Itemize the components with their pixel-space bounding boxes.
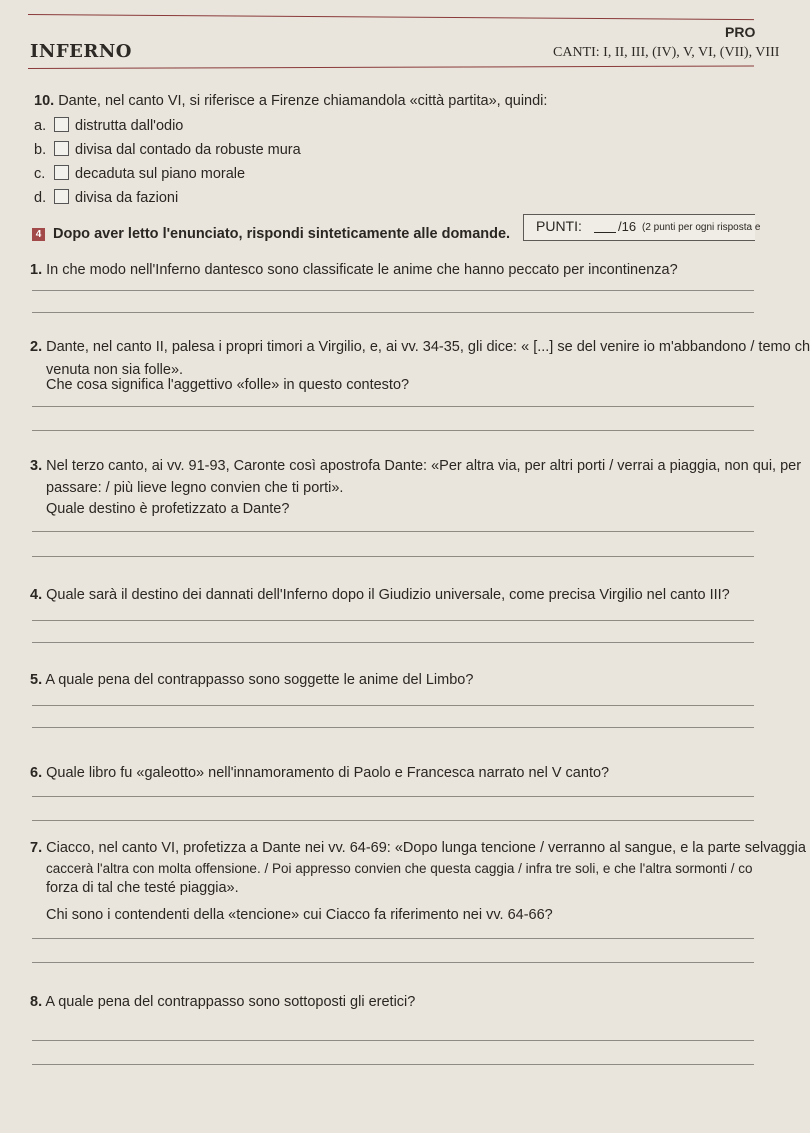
question-6 [30,764,609,782]
checkbox-icon[interactable] [54,189,69,204]
option-text: distrutta dall'odio [75,118,184,134]
question-text: Dante, nel canto II, palesa i propri timori a Virgilio, e, ai vv. 34-35, gli dice: « [...] se del venire io m'abbandono / temo ch [46,339,810,355]
question-7 [30,839,806,857]
option-letter: d. [34,190,47,206]
option-letter: a. [34,118,47,134]
question-5 [30,671,473,689]
question-2 [30,338,810,356]
checkbox-icon[interactable] [54,141,69,156]
question-prompt: Chi sono i contendenti della «tencione» cui Ciacco fa riferimento nei vv. 64-66? [46,907,553,923]
question-text-cont: passare: / più lieve legno convien che ti porti». [46,480,344,496]
answer-line[interactable] [32,430,754,431]
question-1 [30,261,678,279]
option-a[interactable] [34,117,183,135]
section-instruction: Dopo aver letto l'enunciato, rispondi sinteticamente alle domande. [53,226,511,242]
question-number: 3. [30,458,43,474]
option-c[interactable] [34,165,245,183]
question-text: In che modo nell'Inferno dantesco sono classificate le anime che hanno peccato per incontinenza? [46,262,678,278]
question-text-cont: venuta non sia folle». [46,362,184,378]
question-10 [34,92,547,110]
section-number-icon: 4 [32,228,45,241]
header-bottom-rule [28,65,754,69]
question-number: 5. [30,672,43,688]
answer-line[interactable] [32,938,754,939]
score-note: (2 punti per ogni risposta e [642,222,761,233]
option-text: divisa dal contado da robuste mura [75,142,301,158]
question-number: 4. [30,587,43,603]
option-b[interactable] [34,141,301,159]
option-letter: c. [34,166,46,182]
checkbox-icon[interactable] [54,165,69,180]
answer-line[interactable] [32,556,754,557]
question-number: 7. [30,840,43,856]
page-title: INFERNO [30,41,132,62]
option-letter: b. [34,142,47,158]
option-d[interactable] [34,189,178,207]
question-3 [30,457,801,475]
answer-line[interactable] [32,290,754,291]
question-text: Dante, nel canto VI, si riferisce a Firenze chiamandola «città partita», quindi: [58,93,548,109]
question-4 [30,586,730,604]
question-text-cont: forza di tal che testé piaggia». [46,880,239,896]
question-prompt: Quale destino è profetizzato a Dante? [46,501,290,517]
question-number: 6. [30,765,43,781]
answer-line[interactable] [32,705,754,706]
question-number: 2. [30,339,43,355]
question-prompt: Che cosa significa l'aggettivo «folle» in questo contesto? [46,377,410,393]
question-text: Quale sarà il destino dei dannati dell'Inferno dopo il Giudizio universale, come precisa Virgilio nel canto III? [46,587,730,603]
answer-line[interactable] [32,620,754,621]
score-blank[interactable] [594,232,616,233]
answer-line[interactable] [32,962,754,963]
question-text-cont: caccerà l'altra con molta offensione. / Poi appresso convien che questa caggia / infra tre soli, e che l'altra sormonti / co [46,861,753,876]
checkbox-icon[interactable] [54,117,69,132]
answer-line[interactable] [32,820,754,821]
score-total: /16 [618,219,637,234]
option-text: decaduta sul piano morale [75,166,246,182]
answer-line[interactable] [32,727,754,728]
section-heading [32,225,510,243]
answer-line[interactable] [32,1040,754,1041]
question-text: Ciacco, nel canto VI, profetizza a Dante nei vv. 64-69: «Dopo lunga tencione / verranno al sangue, e la parte selvaggia [46,840,806,856]
answer-line[interactable] [32,406,754,407]
option-text: divisa da fazioni [75,190,179,206]
canto-list: CANTI: I, II, III, (IV), V, VI, (VII), VIII [553,45,780,60]
answer-line[interactable] [32,531,754,532]
question-number: 1. [30,262,43,278]
answer-line[interactable] [32,642,754,643]
question-text: A quale pena del contrappasso sono sottoposti gli eretici? [45,994,416,1010]
score-label: PUNTI: [536,218,582,234]
question-number: 10. [34,93,55,109]
answer-line[interactable] [32,1064,754,1065]
publisher-brand: PRO [725,24,756,40]
header-top-rule [28,14,754,20]
question-text: Nel terzo canto, ai vv. 91-93, Caronte così apostrofa Dante: «Per altra via, per altri porti / verrai a piaggia, non qui, per [46,458,802,474]
question-text: Quale libro fu «galeotto» nell'innamoramento di Paolo e Francesca narrato nel V canto? [46,765,610,781]
answer-line[interactable] [32,796,754,797]
answer-line[interactable] [32,312,754,313]
question-text: A quale pena del contrappasso sono soggette le anime del Limbo? [45,672,474,688]
question-number: 8. [30,994,43,1010]
question-8 [30,993,415,1011]
